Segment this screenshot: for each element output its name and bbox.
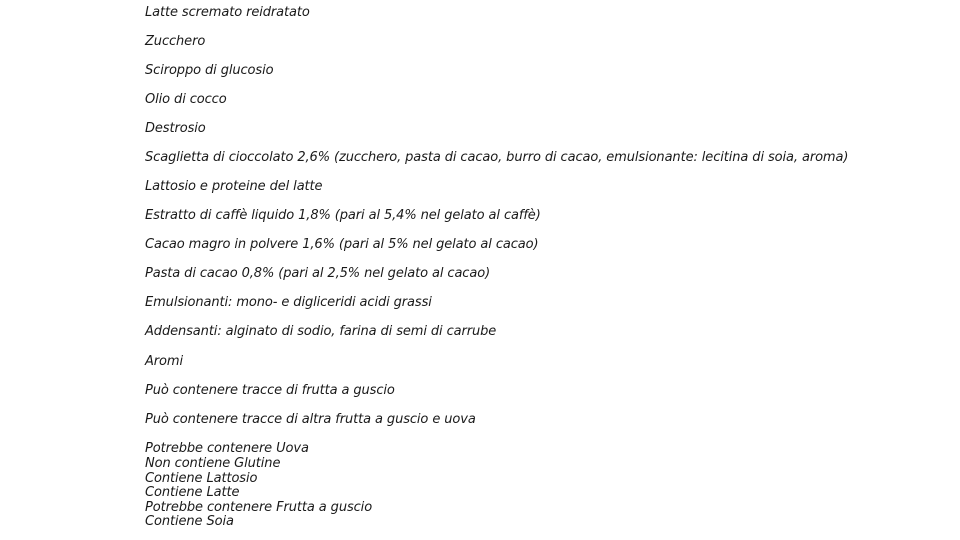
ingredient-line: Zucchero xyxy=(145,34,206,49)
allergen-line: Contiene Latte xyxy=(145,485,240,500)
ingredient-document xyxy=(145,0,945,540)
ingredient-line: Scaglietta di cioccolato 2,6% (zucchero, pasta di cacao, burro di cacao, emulsionante: lecitina di soia, aroma) xyxy=(145,150,849,165)
ingredient-line: Può contenere tracce di altra frutta a guscio e uova xyxy=(145,412,476,427)
ingredient-line: Lattosio e proteine del latte xyxy=(145,179,323,194)
ingredient-line: Può contenere tracce di frutta a guscio xyxy=(145,383,395,398)
ingredient-line: Latte scremato reidratato xyxy=(145,5,310,20)
ingredient-line: Olio di cocco xyxy=(145,92,227,107)
allergen-line: Contiene Soia xyxy=(145,514,234,529)
allergen-line: Non contiene Glutine xyxy=(145,456,281,471)
allergen-line: Potrebbe contenere Frutta a guscio xyxy=(145,500,373,515)
ingredient-line: Aromi xyxy=(145,354,183,369)
ingredient-line: Cacao magro in polvere 1,6% (pari al 5% nel gelato al cacao) xyxy=(145,237,539,252)
ingredient-line: Addensanti: alginato di sodio, farina di semi di carrube xyxy=(145,324,497,339)
ingredient-line: Emulsionanti: mono- e digliceridi acidi grassi xyxy=(145,295,432,310)
ingredient-line: Pasta di cacao 0,8% (pari al 2,5% nel gelato al cacao) xyxy=(145,266,491,281)
allergen-line: Potrebbe contenere Uova xyxy=(145,441,309,456)
ingredient-line: Sciroppo di glucosio xyxy=(145,63,274,78)
ingredient-line: Destrosio xyxy=(145,121,206,136)
ingredient-line: Estratto di caffè liquido 1,8% (pari al 5,4% nel gelato al caffè) xyxy=(145,208,541,223)
allergen-line: Contiene Lattosio xyxy=(145,471,258,486)
